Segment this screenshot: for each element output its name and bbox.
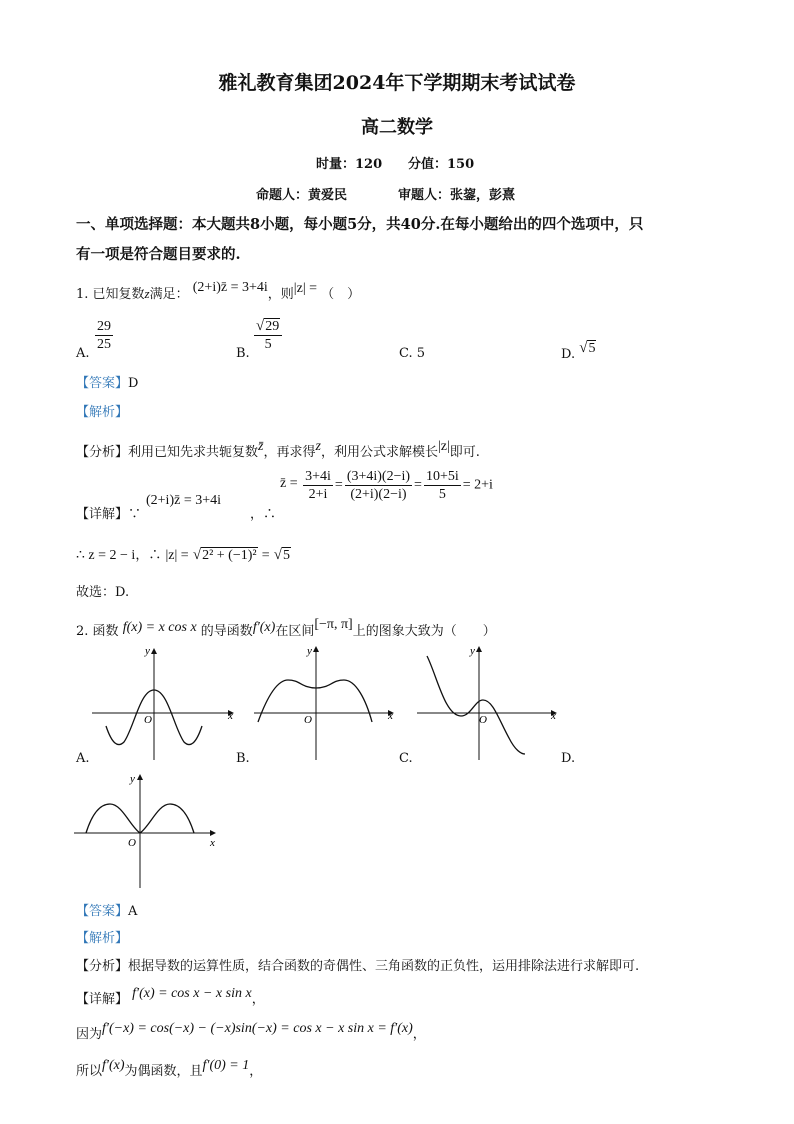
graph-d-x-arrow — [210, 830, 216, 836]
graph-c-origin-label: O — [479, 714, 487, 726]
q1-frac3-num: 10+5i — [425, 469, 459, 484]
q1-fenxi — [76, 441, 480, 461]
q2-detail-comma: ， — [251, 992, 265, 1007]
graph-a-y-label: y — [145, 645, 150, 657]
q1-option-a-num: 29 — [97, 319, 111, 334]
q2-option-c: C. — [399, 751, 413, 766]
graph-b-y-arrow — [313, 646, 319, 652]
graph-d-y-arrow — [137, 774, 143, 780]
q1-fenxi-abs: |z| — [437, 439, 450, 454]
author-label: 命题人：黄爱民 — [256, 188, 348, 203]
q1-detail-result: = 2+i — [462, 477, 493, 493]
q1-detail-therefore: ，∴ — [250, 507, 277, 522]
q2-so-line — [76, 1060, 262, 1080]
q2-so-end: ， — [249, 1064, 263, 1079]
graph-b-curve — [258, 680, 372, 722]
graph-b-origin-label: O — [304, 714, 312, 726]
q1-detail-line2-rad: 2² + (−1)² — [202, 548, 257, 563]
q1-stem-then: ，则 — [267, 287, 294, 302]
q1-frac1-num: 3+4i — [305, 469, 331, 484]
q1-option-b-num: 29 — [265, 319, 280, 334]
q1-option-a-label: A. — [76, 346, 90, 361]
q1-option-d-label: D. — [561, 347, 576, 362]
graph-c-y-arrow — [476, 646, 482, 652]
q1-answer-line — [76, 372, 138, 391]
q1-detail-line2-abs: |z| = — [165, 548, 189, 563]
q2-stem-fprime: f′(x) — [252, 620, 276, 635]
q1-detail-tag: 【详解】 — [76, 507, 129, 522]
graph-b-y-label: y — [307, 645, 312, 657]
q2-answer-line — [76, 900, 137, 919]
q2-because-line — [76, 1023, 426, 1043]
q1-answer: D — [128, 376, 139, 391]
q2-answer: A — [128, 904, 138, 919]
graph-c-x-label: x — [551, 710, 556, 722]
q2-option-b: B. — [236, 751, 250, 766]
q1-fenxi-4: 即可. — [449, 445, 480, 460]
q2-option-d: D. — [561, 751, 576, 766]
graph-a-x-label: x — [228, 710, 233, 722]
q1-choice: 故选：D. — [76, 585, 130, 600]
score-label: 分值：150 — [408, 157, 475, 172]
q1-detail-line2-end: = — [261, 548, 270, 563]
q2-stem-end: 上的图象大致为（ ） — [352, 624, 496, 639]
q1-fenxi-z: z — [315, 439, 321, 454]
q2-graph-c — [413, 642, 563, 762]
q2-so-eq: f′(0) = 1 — [202, 1058, 250, 1073]
q2-stem-interval: [−π, π] — [314, 617, 353, 632]
exam-subject: 高二数学 — [361, 117, 433, 138]
q1-stem-paren: （ ） — [321, 287, 361, 302]
q1-fenxi-2: ，再求得 — [263, 445, 316, 460]
q1-stem-equation: (2+i)z̄ = 3+4i — [192, 280, 268, 295]
section-heading-line1: 一、单项选择题：本大题共8小题，每小题5分，共40分.在每小题给出的四个选项中，只 — [76, 216, 644, 233]
graph-c-y-label: y — [470, 645, 475, 657]
q1-option-a-den: 25 — [97, 337, 111, 352]
q2-jiexi-tag: 【解析】 — [76, 931, 129, 946]
q1-detail-line2-b: ，∴ — [135, 548, 162, 563]
q1-option-b-value: $\frac{√29}{5}$ — [252, 318, 284, 353]
q1-detail-line2-a: ∴ z = 2 − i — [76, 548, 136, 563]
time-label: 时量：120 — [316, 157, 383, 172]
q2-stem-mid: 的导函数 — [200, 624, 253, 639]
q1-detail-line2-val: 5 — [283, 548, 290, 563]
q1-fenxi-1: 利用已知先求共轭复数 — [128, 445, 259, 460]
reviewer-label: 审题人：张鋆，彭熹 — [398, 188, 516, 203]
q1-option-d: D. √5 — [561, 340, 596, 362]
q2-graph-a — [88, 642, 238, 762]
graph-a-origin-label: O — [144, 714, 152, 726]
graph-d-x-label: x — [210, 837, 215, 849]
q1-option-b-den: 5 — [264, 337, 272, 352]
q2-fenxi — [76, 955, 639, 974]
q2-answer-tag: 【答案】 — [76, 904, 129, 919]
q1-detail-fraction-chain: z̄ = $\frac{3+4i}{2+i}$ = $\frac{(3+4i)(2-i)}{(2+i)(2-i)}$ = $\frac{10+5i}{5}$ = 2+i — [280, 469, 493, 502]
q1-detail-because: ∵ — [128, 507, 142, 522]
q1-detail-zbar: z̄ = — [280, 475, 298, 491]
q1-stem-var: z — [144, 286, 150, 301]
q1-stem-mid: 满足： — [149, 287, 189, 302]
q1-fenxi-tag: 【分析】 — [76, 445, 129, 460]
graph-d-y-label: y — [130, 773, 135, 785]
q2-graph-b — [250, 642, 400, 762]
q1-option-c: C. 5 — [399, 346, 426, 361]
graph-c-curve — [427, 656, 525, 754]
q1-frac3-den: 5 — [438, 487, 446, 502]
q1-fenxi-zbar: z̄ — [258, 439, 264, 454]
q2-so-label: 所以 — [76, 1064, 103, 1079]
graph-d-origin-label: O — [128, 837, 136, 849]
q2-fenxi-text: 根据导数的运算性质，结合函数的奇偶性、三角函数的正负性，运用排除法进行求解即可. — [128, 959, 640, 974]
q1-stem-prefix: 1. 已知复数 — [76, 287, 145, 302]
q2-detail-tag: 【详解】 — [76, 992, 129, 1007]
q2-option-a: A. — [76, 751, 90, 766]
q1-option-b-label: B. — [236, 346, 250, 361]
q1-detail-line2: ∴ z = 2 − i，∴ |z| = √2² + (−1)² = √5 — [76, 547, 290, 563]
graph-b-x-label: x — [388, 710, 393, 722]
q2-graph-d — [72, 768, 222, 890]
q1-answer-tag: 【答案】 — [76, 376, 129, 391]
q1-stem-abs: |z| = — [293, 281, 318, 296]
q2-because-label: 因为 — [76, 1027, 103, 1042]
q1-jiexi-tag: 【解析】 — [76, 405, 129, 420]
q1-detail-tag-line — [76, 503, 141, 522]
q2-because-eq: f′(−x) = cos(−x) − (−x)sin(−x) = cos x − x sin x = f′(x) — [102, 1021, 413, 1036]
exam-title: 雅礼教育集团2024年下学期期末考试试卷 — [218, 72, 576, 94]
q2-so-fprime: f′(x) — [102, 1058, 125, 1073]
section-heading-line2: 有一项是符合题目要求的. — [76, 246, 241, 263]
q1-fenxi-3: ，利用公式求解模长 — [320, 445, 438, 460]
q1-stem — [76, 280, 361, 303]
q1-frac2-num: (3+4i)(2−i) — [346, 469, 411, 484]
q2-detail-eq: f′(x) = cos x − x sin x — [132, 986, 252, 1001]
q1-option-d-value: 5 — [588, 341, 596, 356]
q2-stem-in: 在区间 — [275, 624, 315, 639]
q2-stem-prefix: 2. 函数 — [76, 624, 119, 639]
q1-option-a-value — [93, 318, 115, 353]
q2-detail-line — [76, 988, 265, 1008]
q2-because-end: ， — [412, 1027, 426, 1042]
q2-so-mid: 为偶函数，且 — [124, 1064, 203, 1079]
q1-detail-eq1: (2+i)z̄ = 3+4i — [146, 493, 222, 508]
q2-fenxi-tag: 【分析】 — [76, 959, 129, 974]
q2-stem — [76, 617, 496, 640]
q1-frac1-den: 2+i — [308, 487, 328, 502]
q2-stem-f: f(x) = x cos x — [122, 620, 197, 635]
graph-a-y-arrow — [151, 648, 157, 654]
q1-frac2-den: (2+i)(2−i) — [350, 487, 407, 502]
